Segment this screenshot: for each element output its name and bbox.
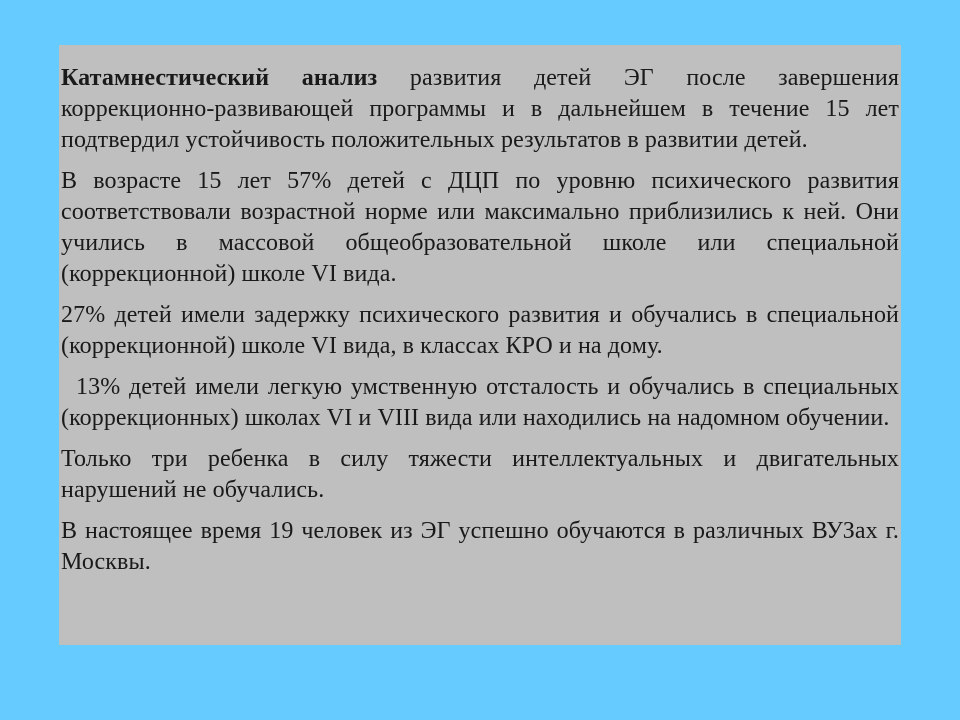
paragraph-three-children: Только три ребенка в силу тяжести интеллектуальных и двигательных нарушений не обучались. bbox=[61, 446, 899, 503]
paragraph-age-15-results: В возрасте 15 лет 57% детей с ДЦП по уровню психического развития соответствовали возрастной норме или максимально приблизились к ней. Они учились в массовой общеобразовательной школе или специальной (коррекционной) школе VI вида. bbox=[61, 168, 899, 287]
paragraph-university-students: В настоящее время 19 человек из ЭГ успешно обучаются в различных ВУЗах г. Москвы. bbox=[61, 518, 899, 575]
paragraph-lead-bold: Катамнестический анализ bbox=[61, 65, 378, 91]
paragraph-catamnestic-analysis bbox=[61, 63, 899, 156]
paragraph-developmental-delay: 27% детей имели задержку психического развития и обучались в специальной (коррекционной) школе VI вида, в классах КРО и на дому. bbox=[61, 302, 899, 359]
text-block bbox=[59, 45, 901, 645]
paragraph-text: развития детей ЭГ после завершения коррекционно-развивающей программы и в дальнейшем в течение 15 лет подтвердил устойчивость положительных результатов в развитии детей. bbox=[61, 65, 899, 153]
paragraph-mild-disability: 13% детей имели легкую умственную отсталость и обучались в специальных (коррекционных) школах VI и VIII вида или находились на надомном обучении. bbox=[61, 374, 899, 431]
